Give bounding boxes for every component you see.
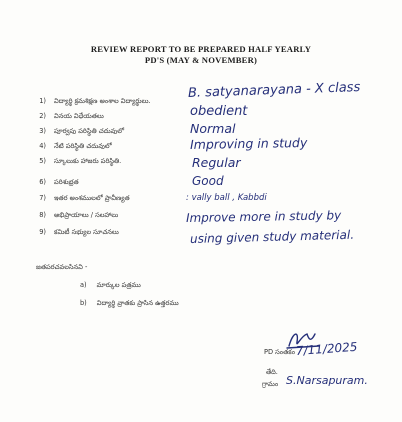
attachment-letter: a) bbox=[80, 281, 87, 289]
item-row-3 bbox=[26, 127, 124, 141]
attachment-item-a bbox=[80, 281, 141, 291]
item-label: పూర్వపు పరిస్థితి చదువులో bbox=[54, 127, 125, 135]
item-number: 7) bbox=[39, 194, 46, 202]
date-label: తేది. bbox=[266, 368, 278, 376]
item-row-7 bbox=[26, 194, 130, 208]
item-label: వినయ విధేయతలు bbox=[54, 112, 104, 120]
answer-current-status: Improving in study bbox=[189, 134, 308, 152]
place-value: S.Narsapuram. bbox=[286, 374, 368, 387]
item-label: నేటి పరిస్థితి చదువులో bbox=[54, 142, 112, 150]
report-date: 7/11/2025 bbox=[295, 339, 358, 358]
item-row-8 bbox=[26, 211, 118, 225]
item-label: పరిశుభ్రత bbox=[54, 178, 79, 186]
answer-suggestions-line2: using given study material. bbox=[189, 227, 355, 246]
report-title: REVIEW REPORT TO BE PREPARED HALF YEARLY bbox=[90, 44, 312, 54]
item-row-5 bbox=[26, 157, 121, 171]
answer-student-name: B. satyanarayana - X class bbox=[187, 79, 361, 101]
attachments-heading: జతపరచవలసినవి - bbox=[36, 263, 88, 271]
item-row-2 bbox=[26, 112, 104, 126]
item-label: అభిప్రాయాలు / సలహాలు bbox=[54, 211, 119, 219]
answer-other-skills: : vally ball , Kabbdi bbox=[186, 193, 267, 203]
item-row-1 bbox=[26, 97, 151, 111]
item-number: 6) bbox=[39, 178, 46, 186]
attachment-letter: b) bbox=[80, 299, 87, 307]
item-row-4 bbox=[26, 142, 112, 156]
place-label: గ్రామం bbox=[262, 380, 279, 388]
item-label: విద్యార్థి క్రమశిక్షణ అంశాల విద్యార్థులు. bbox=[54, 97, 151, 105]
item-number: 2) bbox=[39, 112, 46, 120]
item-label: ఇతర అంశములలో ప్రావీణ్యత bbox=[54, 194, 130, 202]
item-row-9 bbox=[26, 228, 119, 242]
item-label: కమిటీ సభ్యుల సూచనలు bbox=[54, 228, 119, 236]
pd-signature-label: PD సంతకం bbox=[264, 348, 296, 356]
answer-obedience: obedient bbox=[190, 104, 248, 119]
item-number: 8) bbox=[39, 211, 46, 219]
attachment-label: మార్కుల పత్రము bbox=[96, 281, 141, 289]
item-label: స్కూలుకు హాజరు పరిస్థితి. bbox=[54, 157, 122, 165]
answer-suggestions-line1: Improve more in study by bbox=[185, 208, 342, 225]
answer-previous-status: Normal bbox=[190, 121, 236, 136]
item-number: 5) bbox=[39, 157, 46, 165]
attachment-item-b bbox=[80, 299, 179, 309]
answer-cleanliness: Good bbox=[192, 174, 224, 188]
item-number: 1) bbox=[39, 97, 46, 105]
item-number: 9) bbox=[39, 228, 46, 236]
attachment-label: విద్యార్థి వ్రాతకు ప్రాసిన ఉత్తరము bbox=[96, 299, 179, 307]
report-subtitle: PD'S (MAY & NOVEMBER) bbox=[144, 55, 258, 65]
item-number: 3) bbox=[39, 127, 46, 135]
item-row-6 bbox=[26, 178, 79, 192]
item-number: 4) bbox=[39, 142, 46, 150]
answer-attendance: Regular bbox=[192, 155, 241, 170]
